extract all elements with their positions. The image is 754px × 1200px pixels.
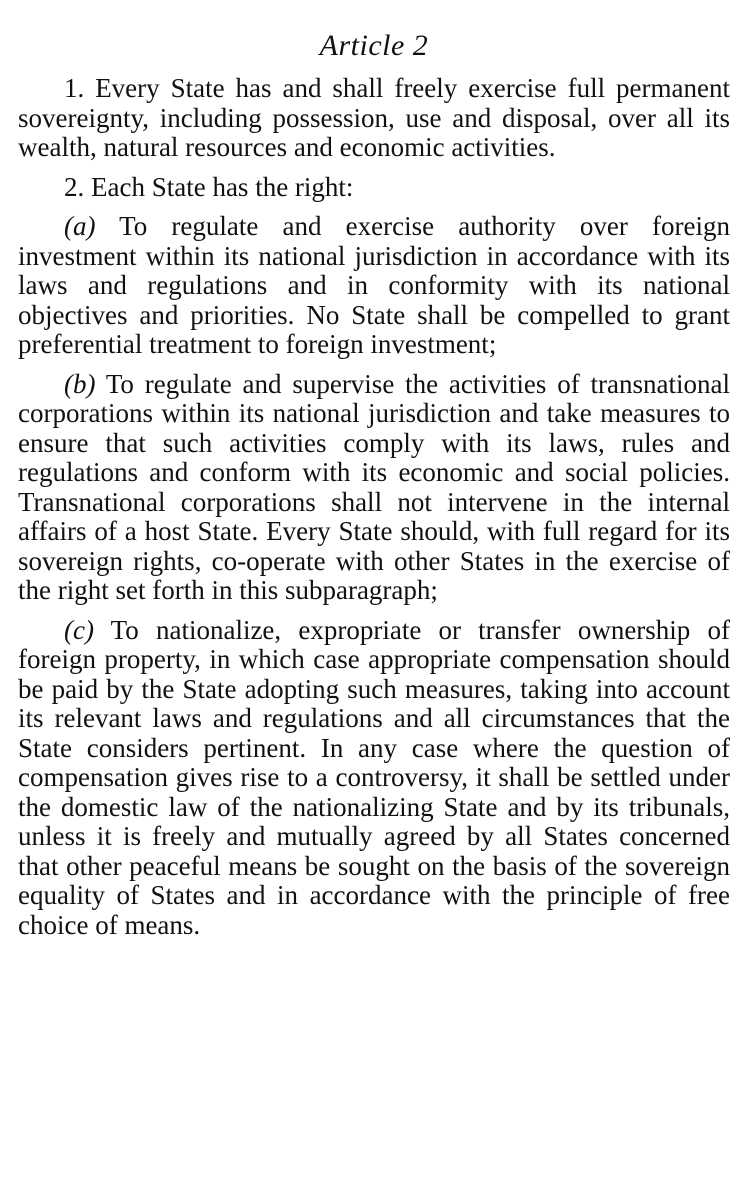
subparagraph-b-text: To regulate and supervise the activities of transnational corporations within its national jurisdiction and take measures to ensure that such activities comply with its laws, rules and regulations and conform with its economic and social policies. Transnational corporations shall not intervene in the internal affairs of a host State. Every State should, with full regard for its sovereign rights, co-operate with other States in the exercise of the right set forth in this subparagraph; <box>18 368 730 605</box>
subparagraph-c-label: (c) <box>64 614 94 645</box>
subparagraph-a <box>18 212 730 360</box>
article-title: Article 2 <box>319 29 429 62</box>
paragraph-1-text: 1. Every State has and shall freely exercise full permanent sovereignty, including possession, use and disposal, over all its wealth, natural resources and economic activities. <box>18 73 730 162</box>
subparagraph-c-text: To nationalize, expropriate or transfer ownership of foreign property, in which case appropriate compensation should be paid by the State adopting such measures, taking into account its relevant laws and regulations and all circumstances that the State considers pertinent. In any case where the question of compensation gives rise to a controversy, it shall be settled under the domestic law of the nationalizing State and by its tribunals, unless it is freely and mutually agreed by all States concerned that other peaceful means be sought on the basis of the sovereign equality of States and in accordance with the principle of free choice of means. <box>18 614 730 940</box>
subparagraph-a-label: (a) <box>64 211 96 241</box>
paragraph-2 <box>18 173 730 203</box>
paragraph-2-text: 2. Each State has the right: <box>64 171 354 202</box>
subparagraph-c <box>18 616 730 941</box>
subparagraph-b-label: (b) <box>64 368 96 399</box>
subparagraph-b <box>18 370 730 606</box>
paragraph-1 <box>18 74 730 163</box>
subparagraph-a-text: To regulate and exercise authority over foreign investment within its national jurisdiction in accordance with its laws and regulations and in conformity with its national objectives and priorities. No State shall be compelled to grant preferential treatment to foreign investment; <box>18 211 730 359</box>
